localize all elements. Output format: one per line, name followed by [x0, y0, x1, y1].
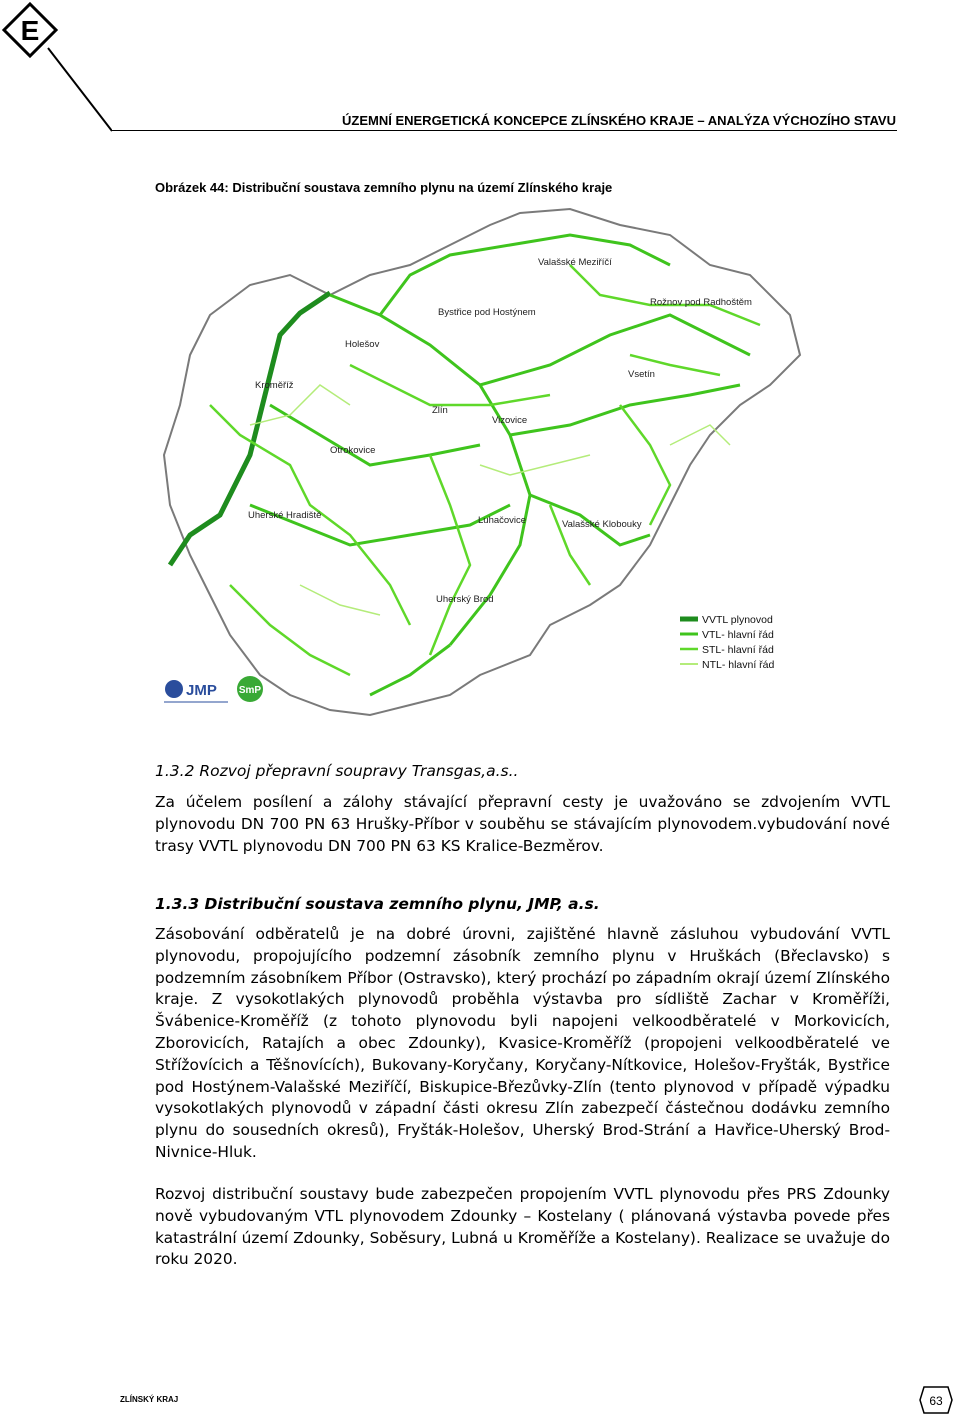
- logo-letter: E: [20, 15, 40, 46]
- smp-logo-text: SmP: [238, 685, 262, 696]
- page-number: 63: [929, 1394, 943, 1408]
- header-title: ÚZEMNÍ ENERGETICKÁ KONCEPCE ZLÍNSKÉHO KRAJE – ANALÝZA VÝCHOZÍHO STAVU: [342, 113, 896, 128]
- header-rule: [112, 130, 897, 131]
- town-label: Otrokovice: [330, 445, 376, 456]
- legend-ntl: NTL- hlavní řád: [702, 659, 775, 671]
- legend-stl: STL- hlavní řád: [702, 644, 774, 656]
- town-label: Vsetín: [628, 369, 655, 380]
- town-label: Valašské Meziříčí: [538, 257, 612, 268]
- jmp-logo: [164, 680, 228, 702]
- section-1-3-2-title: 1.3.2 Rozvoj přepravní soupravy Transgas,a.s..: [155, 762, 519, 780]
- town-label: Uherský Brod: [436, 594, 494, 605]
- smp-logo: [237, 676, 263, 702]
- town-label: Zlín: [432, 405, 448, 416]
- town-label: Bystřice pod Hostýnem: [438, 307, 536, 318]
- town-label: Uherské Hradiště: [248, 510, 322, 521]
- legend-vvtl: VVTL plynovod: [702, 614, 773, 626]
- section-1-3-3-paragraph-1: Zásobování odběratelů je na dobré úrovni, zajištěné hlavně zásluhou vybudování VVTL plynovodu, propojujícího podzemní zásobník zemního plynu v Hruškách (Břeclavsko) s podzemním zásobníkem Příbor (Ostravsko), který prochází po západním okrají území Zlínského kraje. Z vysokotlakých plynovodů proběhla výstavba pro sídliště Zachar v Kroměříži, Švábenice-Kroměříž (z tohoto plynovodu byli napojeni velkoodběratelé v Morkovicích, Zborovicích, Ratajích a obec Zdounky), Kvasice-Kroměříž (propojeni velkoodběratelé ve Střížovícich a Těšnovících), Bukovany-Koryčany, Koryčany-Nítkovice, Holešov-Fryšták, Bystřice pod Hostýnem-Valašské Meziříčí, Biskupice-Březůvky-Zlín (tento plynovod v případě výpadku vysokotlakých plynovodů v západní části okresu Zlín zabezpečí částečnou dodávku zemního plynu do sousedních okresů), Fryšták-Holešov, Uherský Brod-Strání a Havřice-Uherský Brod-Nivnice-Hluk.: [155, 925, 890, 1161]
- town-label: Holešov: [345, 339, 380, 350]
- jmp-logo-text: JMP: [186, 682, 217, 699]
- section-1-3-3-title: 1.3.3 Distribuční soustava zemního plynu, JMP, a.s.: [155, 895, 600, 913]
- figure-caption: Obrázek 44: Distribuční soustava zemního plynu na území Zlínského kraje: [155, 180, 613, 195]
- town-label: Valašské Klobouky: [562, 519, 642, 530]
- page-number-badge: [918, 1385, 954, 1415]
- map-legend: [680, 614, 775, 671]
- town-label: Kroměříž: [255, 380, 294, 391]
- footer-region-name: ZLÍNSKÝ KRAJ: [120, 1395, 179, 1404]
- town-label: Vizovice: [492, 415, 528, 426]
- town-label: Luhačovice: [478, 515, 527, 526]
- gas-network-map: [150, 205, 810, 730]
- legend-vtl: VTL- hlavní řád: [702, 629, 774, 641]
- energy-logo: [0, 0, 112, 132]
- town-label: Rožnov pod Radhoštěm: [650, 297, 752, 308]
- section-1-3-2-text: Za účelem posílení a zálohy stávající přepravní cesty je uvažováno se zdvojením VVTL plynovodu DN 700 PN 63 Hrušky-Příbor v souběhu se stávajícím plynovodem.vybudování nové trasy VVTL plynovodu DN 700 PN 63 KS Kralice-Bezměrov.: [155, 793, 890, 855]
- section-1-3-3-paragraph-2: Rozvoj distribuční soustavy bude zabezpečen propojením VVTL plynovodu přes PRS Zdounky nově vybudovaným VTL plynovodem Zdounky – Kostelany ( plánovaná výstavba povede přes katastrální území Zdounky, Soběsury, Lubná u Kroměříže a Kostelany). Realizace se uvažuje do roku 2020.: [155, 1185, 890, 1269]
